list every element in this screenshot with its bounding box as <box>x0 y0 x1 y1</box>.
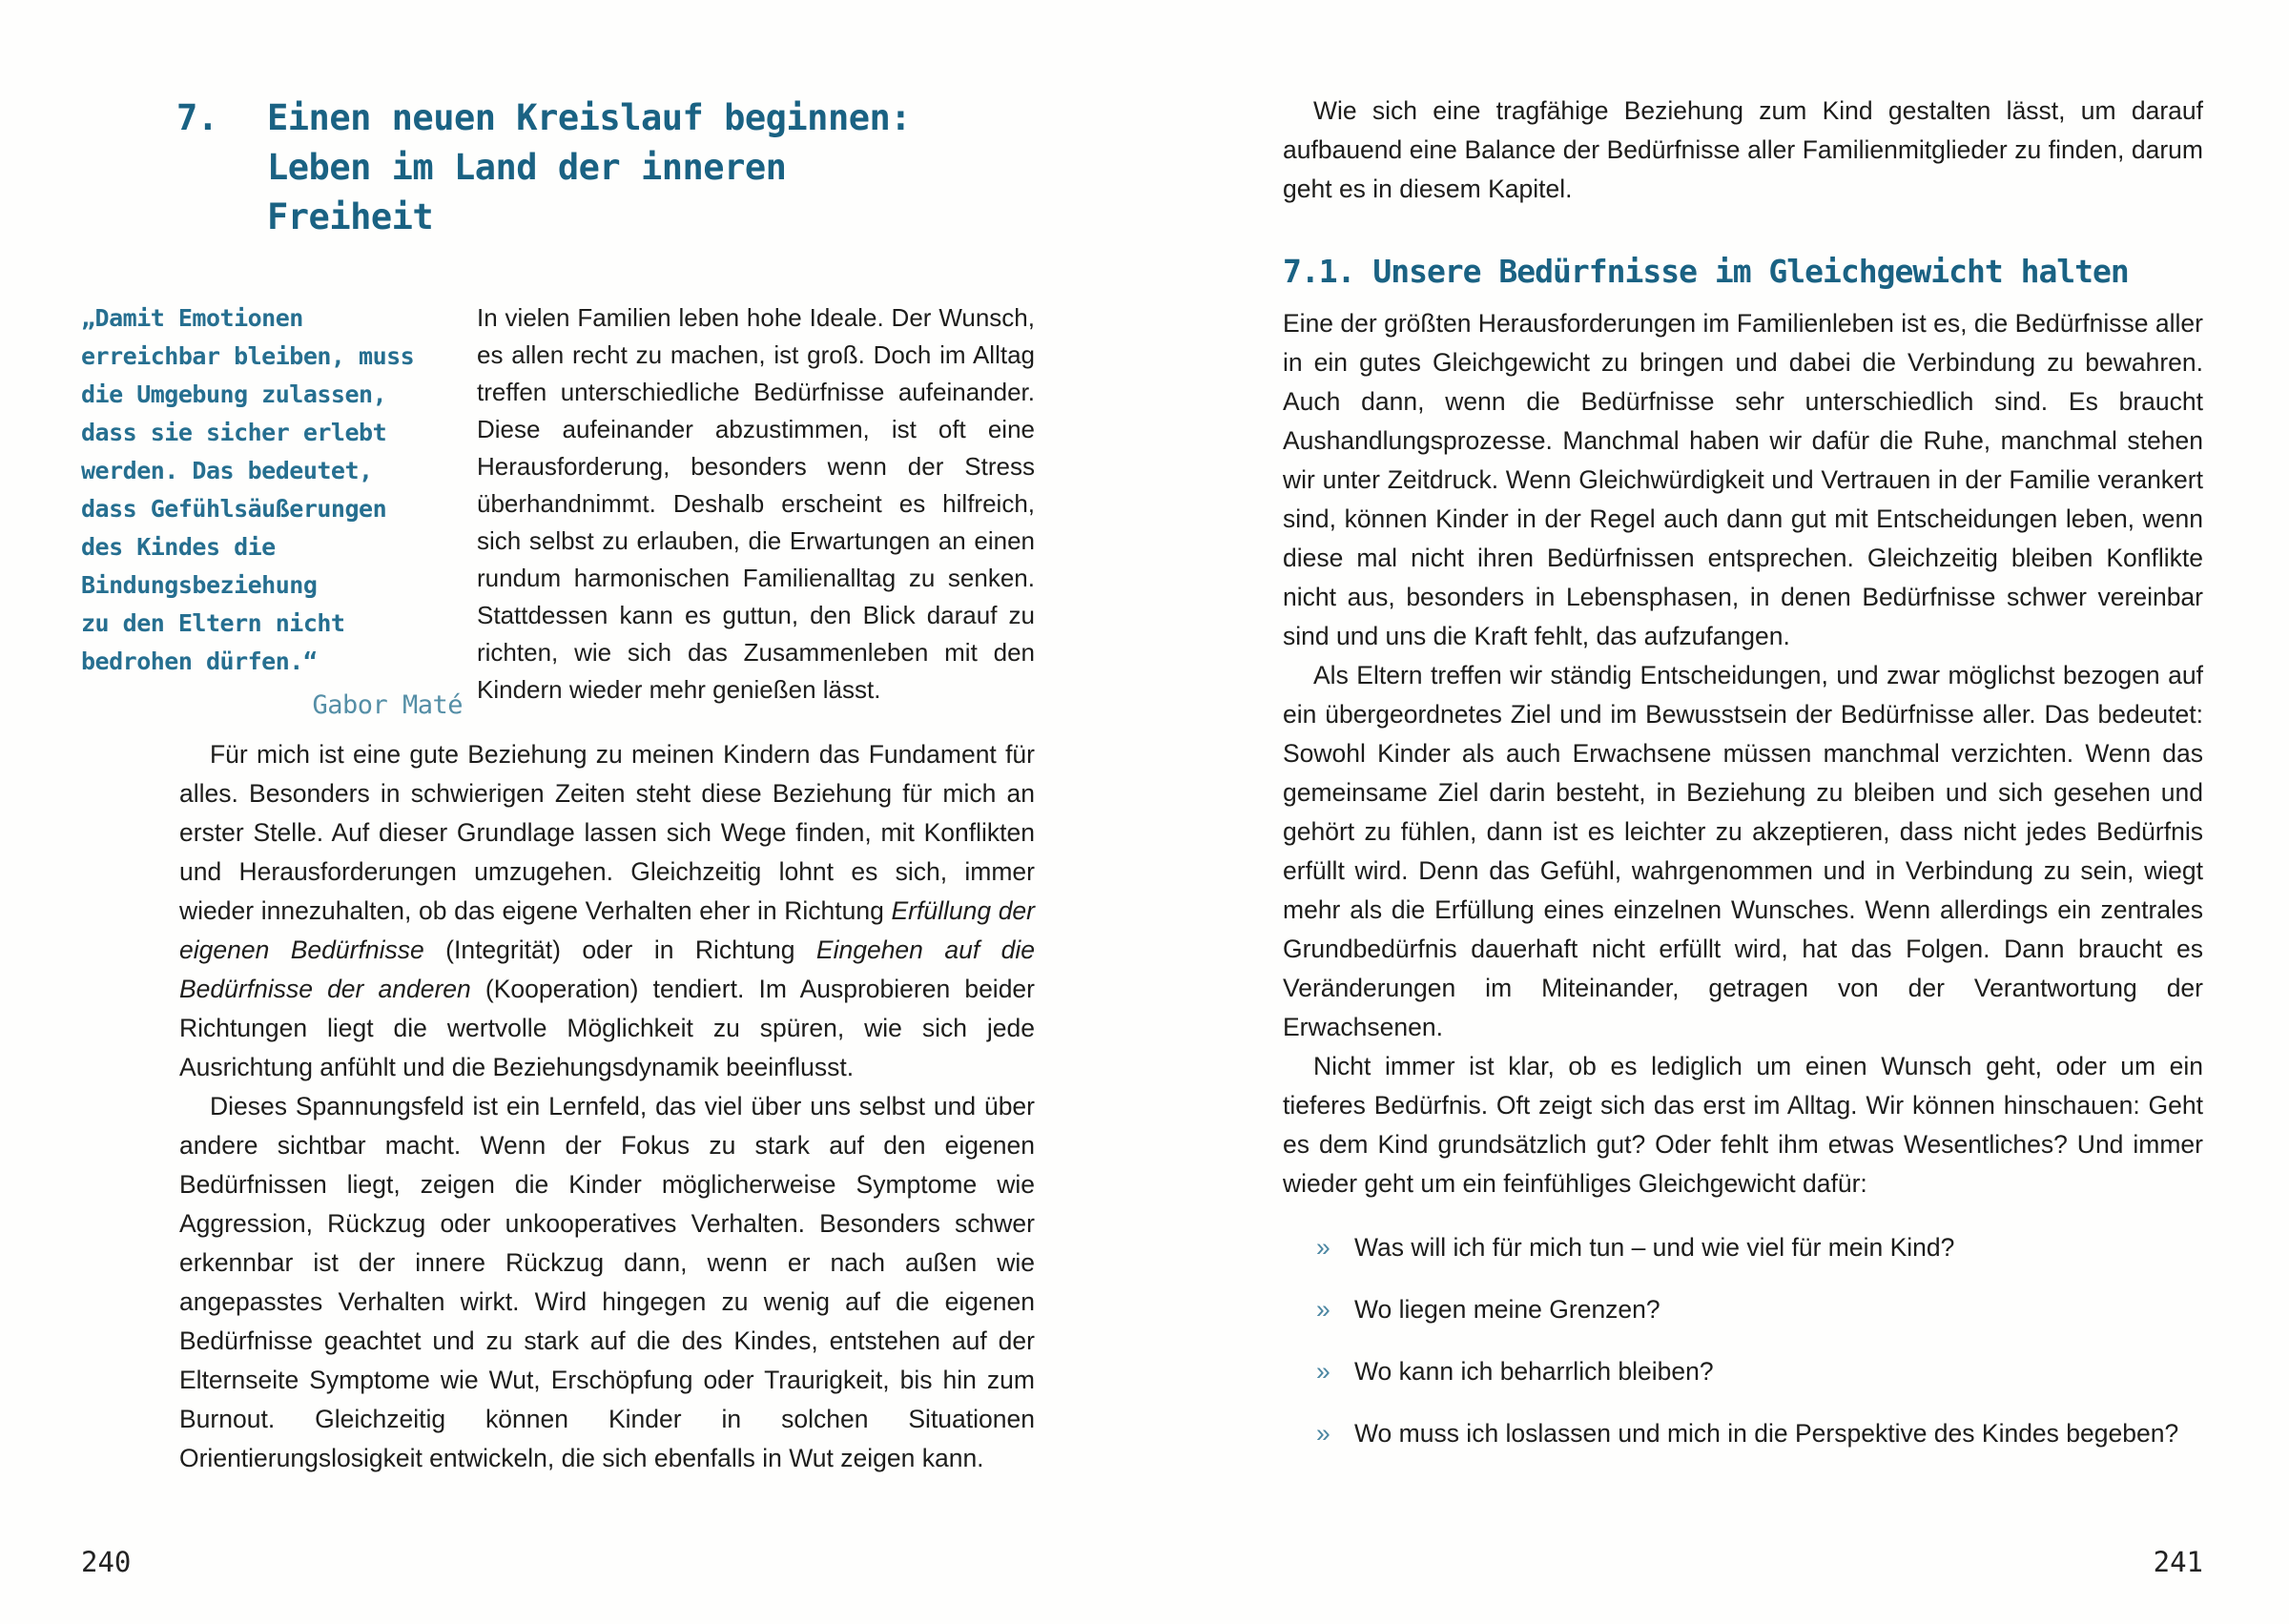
chapter-title <box>267 93 1035 242</box>
question-list <box>1283 1228 2203 1453</box>
quote-line: dass Gefühlsäußerungen <box>81 495 387 523</box>
quote-line: zu den Eltern nicht <box>81 609 345 637</box>
list-item <box>1283 1414 2203 1453</box>
chapter-title-line: Leben im Land der inneren <box>267 147 787 188</box>
quote-lines <box>81 299 463 681</box>
paragraph <box>179 735 1035 1087</box>
right-page <box>1144 0 2289 1624</box>
text-segment: (Integrität) oder in Richtung <box>423 935 816 964</box>
intro-paragraph: Wie sich eine tragfähige Beziehung zum Kind gestalten lässt, um darauf aufbauend eine Balance der Bedürfnisse aller Familienmitglieder zu finden, darum geht es in diesem Kapitel. <box>1283 96 2203 203</box>
text-segment: (Kooperation) tendiert. Im Ausprobieren beider Richtungen liegt die wertvolle Möglichkeit zu spüren, wie sich jede Ausrichtung anfühlt und die Beziehungsdynamik beeinflusst. <box>179 975 1035 1081</box>
chapter-title-line: Freiheit <box>267 196 434 237</box>
paragraph: Dieses Spannungsfeld ist ein Lernfeld, das viel über uns selbst und über andere sichtbar macht. Wenn der Fokus zu stark auf den eigenen Bedürfnissen liegt, zeigen die Kinder möglicherweise Symptome wie Aggression, Rückzug oder unkooperatives Verhalten. Besonders schwer erkennbar ist der innere Rückzug dann, wenn er nach außen wie angepasstes Verhalten wirkt. Wird hingegen zu wenig auf die eigenen Bedürfnisse geachtet und zu stark auf die des Kindes, entstehen auf der Elternseite Symptome wie Wut, Erschöpfung oder Traurigkeit, bis hin zum Burnout. Gleichzeitig können Kinder in solchen Situationen Orientierungslosigkeit entwickeln, die sich ebenfalls in Wut zeigen kann. <box>179 1092 1035 1472</box>
list-item <box>1283 1352 2203 1391</box>
quote-line: werden. Das bedeutet, <box>81 457 373 484</box>
quote-and-intro-columns <box>81 299 1035 720</box>
paragraph: Als Eltern treffen wir ständig Entscheidungen, und zwar möglichst bezogen auf ein übergeordnetes Ziel und im Bewusstsein der Bedürfnisse aller. Das bedeutet: Sowohl Kinder als auch Erwachsene müssen manchmal verzichten. Wenn das gemeinsame Ziel darin besteht, in Beziehung zu bleiben und sich gesehen und gehört zu fühlen, dann ist es leichter zu akzeptieren, dass nicht jedes Bedürfnis erfüllt wird. Denn das Gefühl, wahrgenommen und in Verbindung zu sein, wiegt mehr als die Erfüllung eines einzelnen Wunsches. Wenn allerdings ein zentrales Grundbedürfnis dauerhaft nicht erfüllt wird, hat das Folgen. Dann braucht es Veränderungen im Miteinander, getragen von der Verantwortung der Erwachsenen. <box>1283 661 2203 1041</box>
list-item <box>1283 1290 2203 1329</box>
chapter-number: 7. <box>176 97 218 138</box>
list-item-text: Was will ich für mich tun – und wie viel für mein Kind? <box>1354 1233 1955 1262</box>
paragraph: Eine der größten Herausforderungen im Familienleben ist es, die Bedürfnisse aller in ein gutes Gleichgewicht zu bringen und dabei die Verbindung zu bewahren. Auch dann, wenn die Bedürfnisse sehr unterschiedlich sind. Es braucht Aushandlungsprozesse. Manchmal haben wir dafür die Ruhe, manchmal stehen wir unter Zeitdruck. Wenn Gleichwürdigkeit und Vertrauen in der Familie verankert sind, können Kinder in der Regel auch dann gut mit Entscheidungen leben, wenn diese mal nicht ihren Bedürfnissen entsprechen. Gleichzeitig bleiben Konflikte nicht aus, besonders in Lebensphasen, in denen Bedürfnisse schwer vereinbar sind und uns die Kraft fehlt, das aufzufangen. <box>1283 309 2203 650</box>
bullet-marker-icon: » <box>1316 1419 1330 1448</box>
chapter-heading <box>176 93 1035 242</box>
page-number-right: 241 <box>2153 1546 2203 1578</box>
left-page <box>0 0 1144 1624</box>
quote-attribution: Gabor Maté <box>312 690 463 720</box>
list-item-text: Wo liegen meine Grenzen? <box>1354 1295 1660 1324</box>
quote-line: Bindungsbeziehung <box>81 571 318 599</box>
list-item <box>1283 1228 2203 1267</box>
quote-line: die Umgebung zulassen, <box>81 380 387 408</box>
list-item-text: Wo muss ich loslassen und mich in die Perspektive des Kindes begeben? <box>1354 1419 2179 1448</box>
paragraph: Nicht immer ist klar, ob es lediglich um einen Wunsch geht, oder um ein tieferes Bedürfnis. Oft zeigt sich das erst im Alltag. Wir können hinschauen: Geht es dem Kind grundsätzlich gut? Oder fehlt ihm etwas Wesentliches? Und immer wieder geht um ein feinfühliges Gleichgewicht dafür: <box>1283 1052 2203 1198</box>
quote-line: dass sie sicher erlebt <box>81 419 387 446</box>
chapter-title-line: Einen neuen Kreislauf beginnen: <box>267 97 912 138</box>
bullet-marker-icon: » <box>1316 1233 1330 1262</box>
quote-line: „Damit Emotionen <box>81 304 303 332</box>
page-number-left: 240 <box>81 1546 132 1578</box>
bullet-marker-icon: » <box>1316 1295 1330 1324</box>
text-segment: Für mich ist eine gute Beziehung zu meinen Kindern das Fundament für alles. Besonders in schwierigen Zeiten steht diese Beziehung für mich an erster Stelle. Auf dieser Grundlage lassen sich Wege finden, mit Konflikten und Herausforderungen umzugehen. Gleichzeitig lohnt es sich, immer wieder innezuhalten, ob das eigene Verhalten eher in Richtung <box>179 740 1035 925</box>
quote-line: des Kindes die <box>81 533 276 561</box>
section-heading: 7.1. Unsere Bedürfnisse im Gleichgewicht halten <box>1283 253 2129 290</box>
quote-line: bedrohen dürfen.“ <box>81 648 318 675</box>
margin-quote <box>81 299 463 720</box>
list-item-text: Wo kann ich beharrlich bleiben? <box>1354 1357 1714 1386</box>
text-segment: Eingehen auf die Bedürfnisse der anderen <box>179 935 1035 1003</box>
quote-line: erreichbar bleiben, muss <box>81 342 415 370</box>
bullet-marker-icon: » <box>1316 1357 1330 1386</box>
intro-paragraph: In vielen Familien leben hohe Ideale. Der Wunsch, es allen recht zu machen, ist groß. Doch im Alltag treffen unterschiedliche Bedürfnisse aufeinander. Diese aufeinander abzustimmen, ist oft eine Herausforderung, besonders wenn der Stress überhandnimmt. Deshalb erscheint es hilfreich, sich selbst zu erlauben, die Erwartungen an einen rundum harmonischen Familienalltag zu senken. Stattdessen kann es guttun, den Blick darauf zu richten, wie sich das Zusammenleben mit den Kindern wieder mehr genießen lässt. <box>477 303 1035 704</box>
text-segment: Erfüllung der eigenen Bedürfnisse <box>179 896 1035 964</box>
